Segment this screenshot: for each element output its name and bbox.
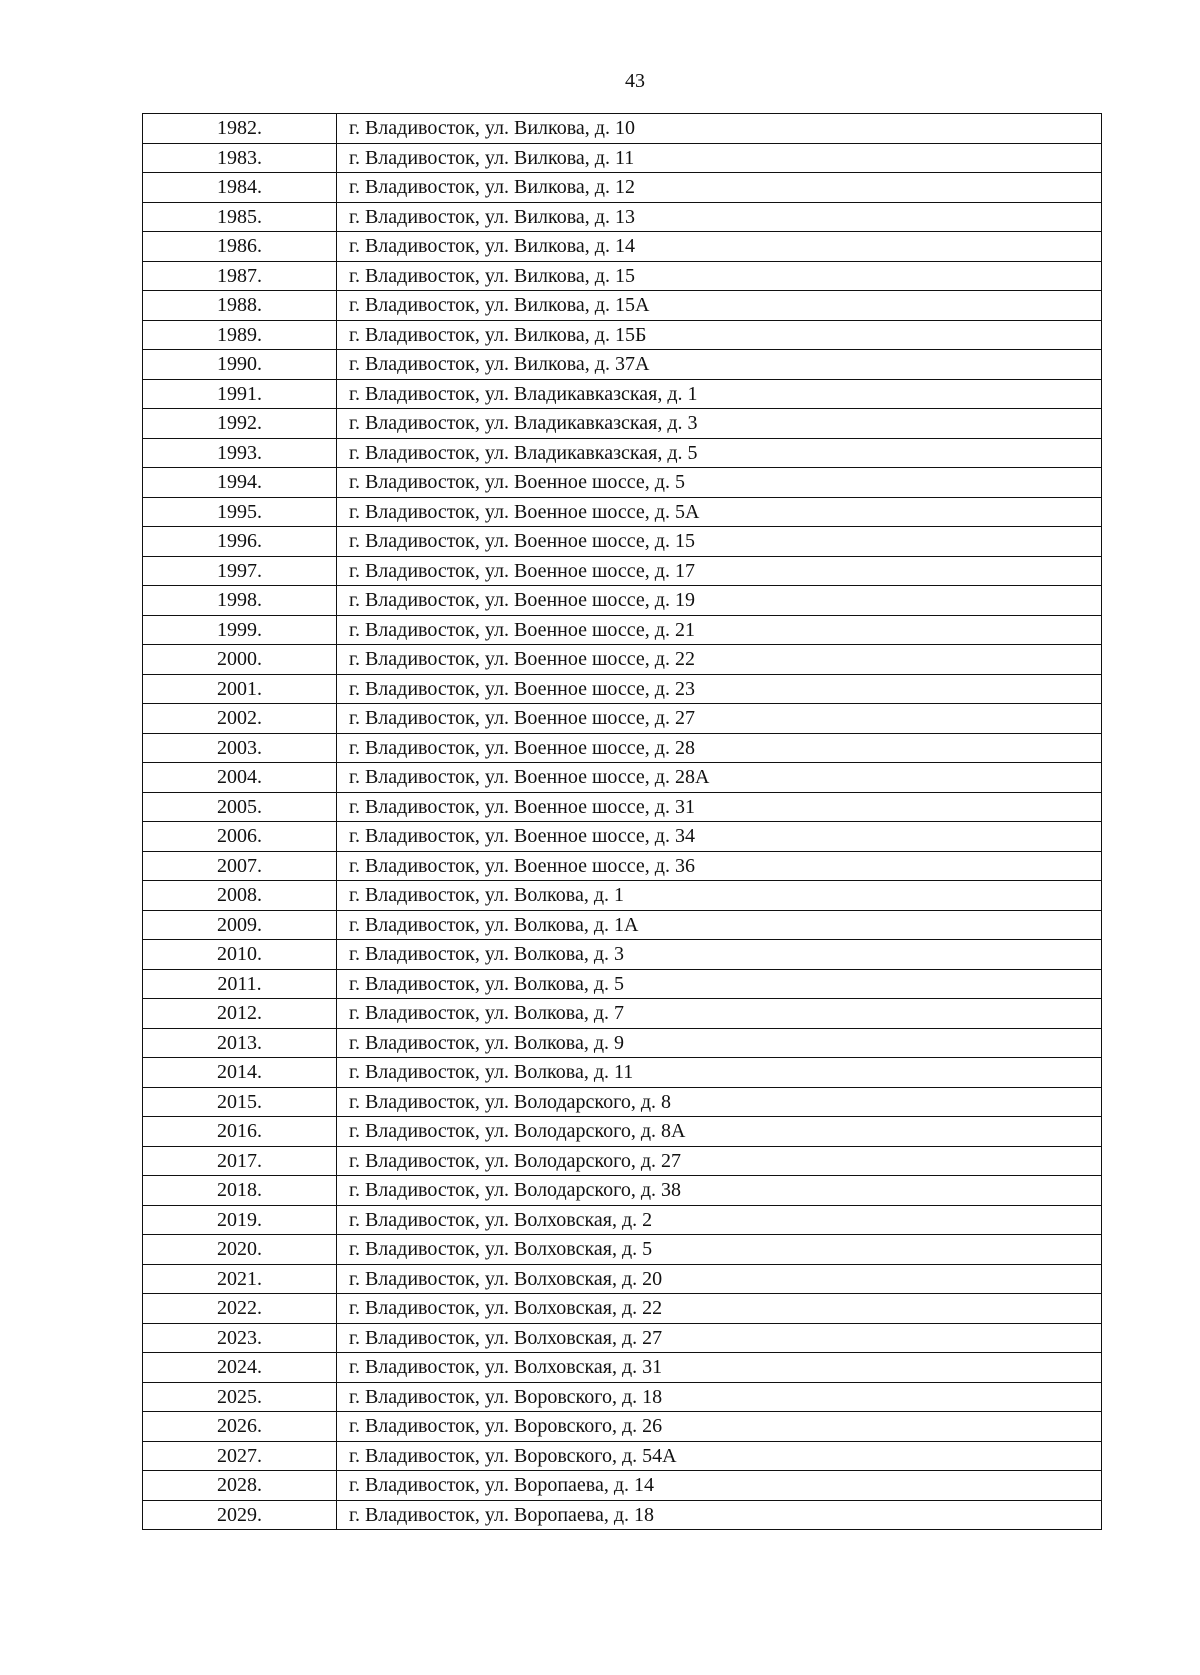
row-number-cell: 1989. [143,320,337,350]
table-row [143,320,1102,350]
address-cell: г. Владивосток, ул. Вилкова, д. 10 [337,114,1102,144]
row-number-cell: 1986. [143,232,337,262]
address-cell: г. Владивосток, ул. Волховская, д. 2 [337,1205,1102,1235]
row-number-cell: 2008. [143,881,337,911]
address-cell: г. Владивосток, ул. Володарского, д. 8А [337,1117,1102,1147]
address-cell: г. Владивосток, ул. Вилкова, д. 14 [337,232,1102,262]
address-cell: г. Владивосток, ул. Воропаева, д. 14 [337,1471,1102,1501]
address-cell: г. Владивосток, ул. Волховская, д. 22 [337,1294,1102,1324]
row-number-cell: 2013. [143,1028,337,1058]
row-number-cell: 2024. [143,1353,337,1383]
table-row [143,1500,1102,1530]
table-row [143,1087,1102,1117]
address-cell: г. Владивосток, ул. Волкова, д. 5 [337,969,1102,999]
address-cell: г. Владивосток, ул. Военное шоссе, д. 23 [337,674,1102,704]
address-cell: г. Владивосток, ул. Военное шоссе, д. 28 [337,733,1102,763]
address-cell: г. Владивосток, ул. Волховская, д. 31 [337,1353,1102,1383]
row-number-cell: 2006. [143,822,337,852]
row-number-cell: 2012. [143,999,337,1029]
row-number-cell: 2026. [143,1412,337,1442]
address-table-container [142,113,1102,1530]
address-cell: г. Владивосток, ул. Военное шоссе, д. 34 [337,822,1102,852]
row-number-cell: 2000. [143,645,337,675]
table-row [143,1412,1102,1442]
table-row [143,704,1102,734]
address-cell: г. Владивосток, ул. Володарского, д. 27 [337,1146,1102,1176]
row-number-cell: 2028. [143,1471,337,1501]
table-row [143,438,1102,468]
row-number-cell: 1995. [143,497,337,527]
table-row [143,1028,1102,1058]
row-number-cell: 2022. [143,1294,337,1324]
address-cell: г. Владивосток, ул. Вилкова, д. 15А [337,291,1102,321]
table-row [143,822,1102,852]
page-number: 43 [625,70,645,92]
table-row [143,792,1102,822]
table-row [143,615,1102,645]
row-number-cell: 2007. [143,851,337,881]
address-cell: г. Владивосток, ул. Вилкова, д. 15Б [337,320,1102,350]
row-number-cell: 1992. [143,409,337,439]
address-cell: г. Владивосток, ул. Военное шоссе, д. 28А [337,763,1102,793]
row-number-cell: 2004. [143,763,337,793]
address-cell: г. Владивосток, ул. Воровского, д. 26 [337,1412,1102,1442]
row-number-cell: 2018. [143,1176,337,1206]
address-cell: г. Владивосток, ул. Вилкова, д. 37А [337,350,1102,380]
table-row [143,851,1102,881]
address-cell: г. Владивосток, ул. Военное шоссе, д. 31 [337,792,1102,822]
row-number-cell: 2002. [143,704,337,734]
table-row [143,173,1102,203]
table-row [143,940,1102,970]
address-table [142,113,1102,1530]
address-table-body [143,114,1102,1530]
table-row [143,1471,1102,1501]
table-row [143,114,1102,144]
row-number-cell: 2019. [143,1205,337,1235]
table-row [143,261,1102,291]
address-cell: г. Владивосток, ул. Волкова, д. 7 [337,999,1102,1029]
table-row [143,999,1102,1029]
table-row [143,1353,1102,1383]
address-cell: г. Владивосток, ул. Володарского, д. 38 [337,1176,1102,1206]
address-cell: г. Владивосток, ул. Воровского, д. 18 [337,1382,1102,1412]
table-row [143,379,1102,409]
table-row [143,1146,1102,1176]
address-cell: г. Владивосток, ул. Волховская, д. 20 [337,1264,1102,1294]
address-cell: г. Владивосток, ул. Волкова, д. 1 [337,881,1102,911]
table-row [143,232,1102,262]
table-row [143,969,1102,999]
table-row [143,527,1102,557]
address-cell: г. Владивосток, ул. Военное шоссе, д. 21 [337,615,1102,645]
table-row [143,350,1102,380]
row-number-cell: 2023. [143,1323,337,1353]
row-number-cell: 1983. [143,143,337,173]
table-row [143,881,1102,911]
row-number-cell: 2014. [143,1058,337,1088]
table-row [143,1176,1102,1206]
table-row [143,733,1102,763]
address-cell: г. Владивосток, ул. Вилкова, д. 13 [337,202,1102,232]
row-number-cell: 1998. [143,586,337,616]
table-row [143,1264,1102,1294]
address-cell: г. Владивосток, ул. Военное шоссе, д. 27 [337,704,1102,734]
address-cell: г. Владивосток, ул. Воровского, д. 54А [337,1441,1102,1471]
address-cell: г. Владивосток, ул. Волкова, д. 1А [337,910,1102,940]
table-row [143,674,1102,704]
table-row [143,763,1102,793]
address-cell: г. Владивосток, ул. Волкова, д. 11 [337,1058,1102,1088]
table-row [143,1441,1102,1471]
row-number-cell: 1999. [143,615,337,645]
table-row [143,1323,1102,1353]
row-number-cell: 1988. [143,291,337,321]
table-row [143,586,1102,616]
address-cell: г. Владивосток, ул. Вилкова, д. 11 [337,143,1102,173]
address-cell: г. Владивосток, ул. Военное шоссе, д. 5А [337,497,1102,527]
table-row [143,910,1102,940]
table-row [143,645,1102,675]
row-number-cell: 2020. [143,1235,337,1265]
row-number-cell: 2015. [143,1087,337,1117]
address-cell: г. Владивосток, ул. Вилкова, д. 15 [337,261,1102,291]
row-number-cell: 2011. [143,969,337,999]
row-number-cell: 2001. [143,674,337,704]
address-cell: г. Владивосток, ул. Военное шоссе, д. 15 [337,527,1102,557]
address-cell: г. Владивосток, ул. Военное шоссе, д. 19 [337,586,1102,616]
row-number-cell: 1996. [143,527,337,557]
address-cell: г. Владивосток, ул. Военное шоссе, д. 5 [337,468,1102,498]
row-number-cell: 1991. [143,379,337,409]
row-number-cell: 2005. [143,792,337,822]
row-number-cell: 1987. [143,261,337,291]
address-cell: г. Владивосток, ул. Владикавказская, д. 5 [337,438,1102,468]
address-cell: г. Владивосток, ул. Волкова, д. 3 [337,940,1102,970]
row-number-cell: 2009. [143,910,337,940]
table-row [143,497,1102,527]
table-row [143,1058,1102,1088]
row-number-cell: 1985. [143,202,337,232]
row-number-cell: 2003. [143,733,337,763]
address-cell: г. Владивосток, ул. Военное шоссе, д. 17 [337,556,1102,586]
address-cell: г. Владивосток, ул. Владикавказская, д. 1 [337,379,1102,409]
row-number-cell: 2027. [143,1441,337,1471]
table-row [143,143,1102,173]
table-row [143,409,1102,439]
table-row [143,1382,1102,1412]
row-number-cell: 1993. [143,438,337,468]
table-row [143,1205,1102,1235]
table-row [143,291,1102,321]
address-cell: г. Владивосток, ул. Волкова, д. 9 [337,1028,1102,1058]
table-row [143,202,1102,232]
table-row [143,1294,1102,1324]
address-cell: г. Владивосток, ул. Вилкова, д. 12 [337,173,1102,203]
row-number-cell: 2017. [143,1146,337,1176]
row-number-cell: 2010. [143,940,337,970]
row-number-cell: 2025. [143,1382,337,1412]
row-number-cell: 1994. [143,468,337,498]
row-number-cell: 1982. [143,114,337,144]
row-number-cell: 1997. [143,556,337,586]
table-row [143,1235,1102,1265]
address-cell: г. Владивосток, ул. Володарского, д. 8 [337,1087,1102,1117]
address-cell: г. Владивосток, ул. Военное шоссе, д. 22 [337,645,1102,675]
row-number-cell: 1984. [143,173,337,203]
row-number-cell: 1990. [143,350,337,380]
address-cell: г. Владивосток, ул. Воропаева, д. 18 [337,1500,1102,1530]
address-cell: г. Владивосток, ул. Волховская, д. 27 [337,1323,1102,1353]
address-cell: г. Владивосток, ул. Военное шоссе, д. 36 [337,851,1102,881]
table-row [143,1117,1102,1147]
address-cell: г. Владивосток, ул. Владикавказская, д. 3 [337,409,1102,439]
address-cell: г. Владивосток, ул. Волховская, д. 5 [337,1235,1102,1265]
row-number-cell: 2029. [143,1500,337,1530]
table-row [143,556,1102,586]
row-number-cell: 2021. [143,1264,337,1294]
row-number-cell: 2016. [143,1117,337,1147]
table-row [143,468,1102,498]
